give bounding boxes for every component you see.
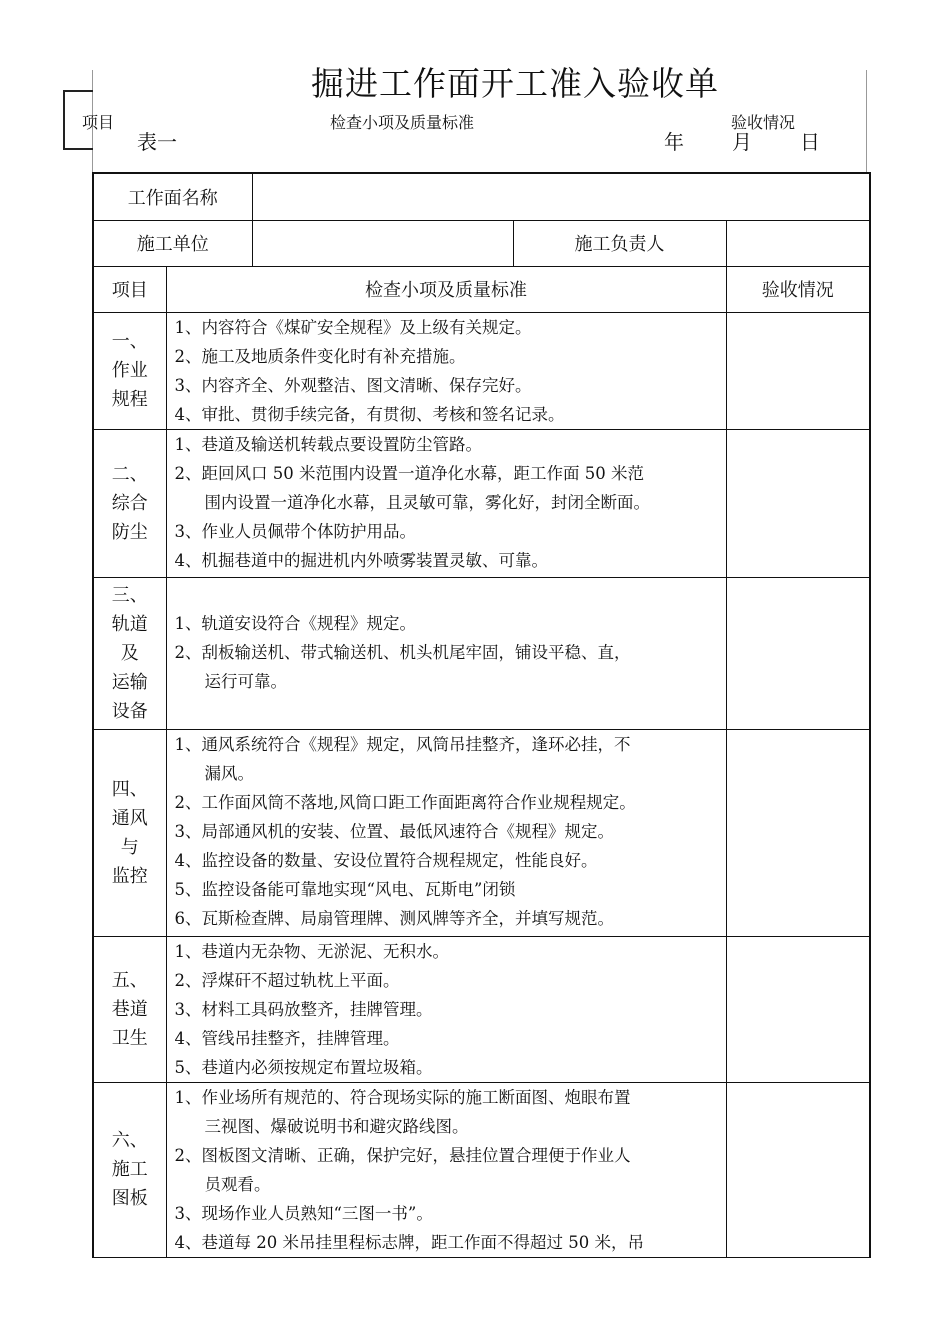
category-line: 图板 (111, 1188, 148, 1209)
list-item: 1、通风系统符合《规程》规定，风筒吊挂整齐，逢环必挂，不 (174, 734, 631, 754)
workface-row (93, 173, 870, 220)
section-items (166, 1082, 726, 1257)
acceptance-cell[interactable] (726, 936, 870, 1082)
section-items (166, 936, 726, 1082)
table-number: 表一 (137, 130, 177, 154)
section-category (93, 1082, 166, 1257)
list-item: 2、浮煤矸不超过轨枕上平面。 (174, 970, 400, 990)
list-item: 3、作业人员佩带个体防护用品。 (174, 521, 416, 541)
list-item: 4、巷道每 20 米吊挂里程标志牌，距工作面不得超过 50 米，吊 (174, 1232, 644, 1252)
list-item: 4、管线吊挂整齐，挂牌管理。 (174, 1028, 400, 1048)
category-line: 三、 (111, 584, 148, 606)
list-item: 3、局部通风机的安装、位置、最低风速符合《规程》规定。 (174, 821, 614, 841)
section-row-construction-boards (93, 1082, 870, 1257)
list-item: 1、作业场所有规范的、符合现场实际的施工断面图、炮眼布置 (174, 1087, 631, 1107)
list-item: 5、巷道内必须按规定布置垃圾箱。 (174, 1057, 433, 1077)
overlay-project-label: 项目 (82, 113, 115, 132)
category-line: 二、 (111, 463, 148, 485)
section-items (166, 729, 726, 936)
date-year-label: 年 (664, 130, 684, 154)
overlay-standard-label: 检查小项及质量标准 (330, 113, 475, 132)
list-item: 5、监控设备能可靠地实现“风电、瓦斯电”闭锁 (174, 879, 516, 899)
acceptance-cell[interactable] (726, 1082, 870, 1257)
category-line: 巷道 (111, 998, 148, 1020)
list-item: 员观看。 (204, 1174, 271, 1194)
category-line: 监控 (111, 865, 148, 887)
list-item: 围内设置一道净化水幕，且灵敏可靠，雾化好，封闭全断面。 (204, 492, 650, 512)
section-row-procedures (93, 312, 870, 429)
category-line: 六、 (111, 1130, 148, 1151)
section-category (93, 936, 166, 1082)
section-items (166, 312, 726, 429)
category-line: 运输 (111, 671, 148, 693)
list-item: 漏风。 (204, 763, 254, 783)
column-standard-header: 检查小项及质量标准 (166, 266, 726, 312)
list-item: 4、监控设备的数量、安设位置符合规程规定，性能良好。 (174, 850, 598, 870)
workface-label: 工作面名称 (93, 173, 252, 220)
category-line: 综合 (111, 492, 148, 514)
column-acceptance-header: 验收情况 (726, 266, 870, 312)
workface-value-field[interactable] (252, 173, 870, 220)
category-line: 及 (120, 642, 139, 664)
section-category (93, 429, 166, 577)
category-line: 规程 (111, 389, 148, 410)
category-line: 防尘 (111, 521, 148, 543)
category-line: 施工 (111, 1159, 148, 1180)
list-item: 1、巷道内无杂物、无淤泥、无积水。 (174, 941, 449, 961)
column-project-header: 项目 (93, 266, 166, 312)
unit-row (93, 220, 870, 266)
column-header-row (93, 266, 870, 312)
category-line: 一、 (111, 331, 148, 352)
category-line: 通风 (111, 807, 148, 829)
acceptance-form-table (92, 172, 871, 1258)
category-line: 四、 (111, 778, 148, 800)
date-day-label: 日 (800, 130, 820, 154)
list-item: 1、内容符合《煤矿安全规程》及上级有关规定。 (174, 317, 532, 337)
acceptance-cell[interactable] (726, 429, 870, 577)
list-item: 运行可靠。 (204, 671, 287, 691)
date-month-label: 月 (732, 130, 752, 154)
category-line: 轨道 (111, 613, 148, 635)
section-row-ventilation-monitoring (93, 729, 870, 936)
section-items (166, 577, 726, 729)
list-item: 2、施工及地质条件变化时有补充措施。 (174, 346, 466, 366)
section-category (93, 729, 166, 936)
list-item: 3、现场作业人员熟知“三图一书”。 (174, 1203, 433, 1223)
overlay-acceptance-label: 验收情况 (731, 113, 796, 132)
list-item: 3、内容齐全、外观整洁、图文清晰、保存完好。 (174, 375, 532, 395)
list-item: 2、图板图文清晰、正确，保护完好，悬挂位置合理便于作业人 (174, 1145, 631, 1165)
acceptance-cell[interactable] (726, 577, 870, 729)
list-item: 4、审批、贯彻手续完备，有贯彻、考核和签名记录。 (174, 404, 565, 424)
unit-value-field[interactable] (252, 220, 513, 266)
list-item: 2、距回风口 50 米范围内设置一道净化水幕，距工作面 50 米范 (174, 463, 644, 483)
section-row-dust-prevention (93, 429, 870, 577)
category-line: 卫生 (111, 1027, 148, 1049)
leader-value-field[interactable] (726, 220, 870, 266)
list-item: 6、瓦斯检查牌、局扇管理牌、测风牌等齐全，并填写规范。 (174, 908, 614, 928)
leader-label: 施工负责人 (513, 220, 726, 266)
acceptance-cell[interactable] (726, 312, 870, 429)
section-row-roadway-hygiene (93, 936, 870, 1082)
list-item: 4、机掘巷道中的掘进机内外喷雾装置灵敏、可靠。 (174, 550, 548, 570)
category-line: 五、 (111, 969, 148, 991)
list-item: 2、刮板输送机、带式输送机、机头机尾牢固，铺设平稳、直， (174, 642, 631, 662)
list-item: 1、巷道及输送机转载点要设置防尘管路。 (174, 434, 482, 454)
list-item: 2、工作面风筒不落地,风筒口距工作面距离符合作业规程规定。 (174, 792, 636, 812)
acceptance-cell[interactable] (726, 729, 870, 936)
category-line: 作业 (111, 360, 148, 381)
unit-label: 施工单位 (93, 220, 252, 266)
list-item: 三视图、爆破说明书和避灾路线图。 (204, 1116, 469, 1136)
section-items (166, 429, 726, 577)
category-line: 与 (120, 836, 139, 858)
section-category (93, 577, 166, 729)
document-title: 掘进工作面开工准入验收单 (311, 64, 719, 103)
list-item: 3、材料工具码放整齐，挂牌管理。 (174, 999, 433, 1019)
section-category (93, 312, 166, 429)
section-row-rail-transport (93, 577, 870, 729)
list-item: 1、轨道安设符合《规程》规定。 (174, 613, 416, 633)
category-line: 设备 (111, 700, 148, 722)
